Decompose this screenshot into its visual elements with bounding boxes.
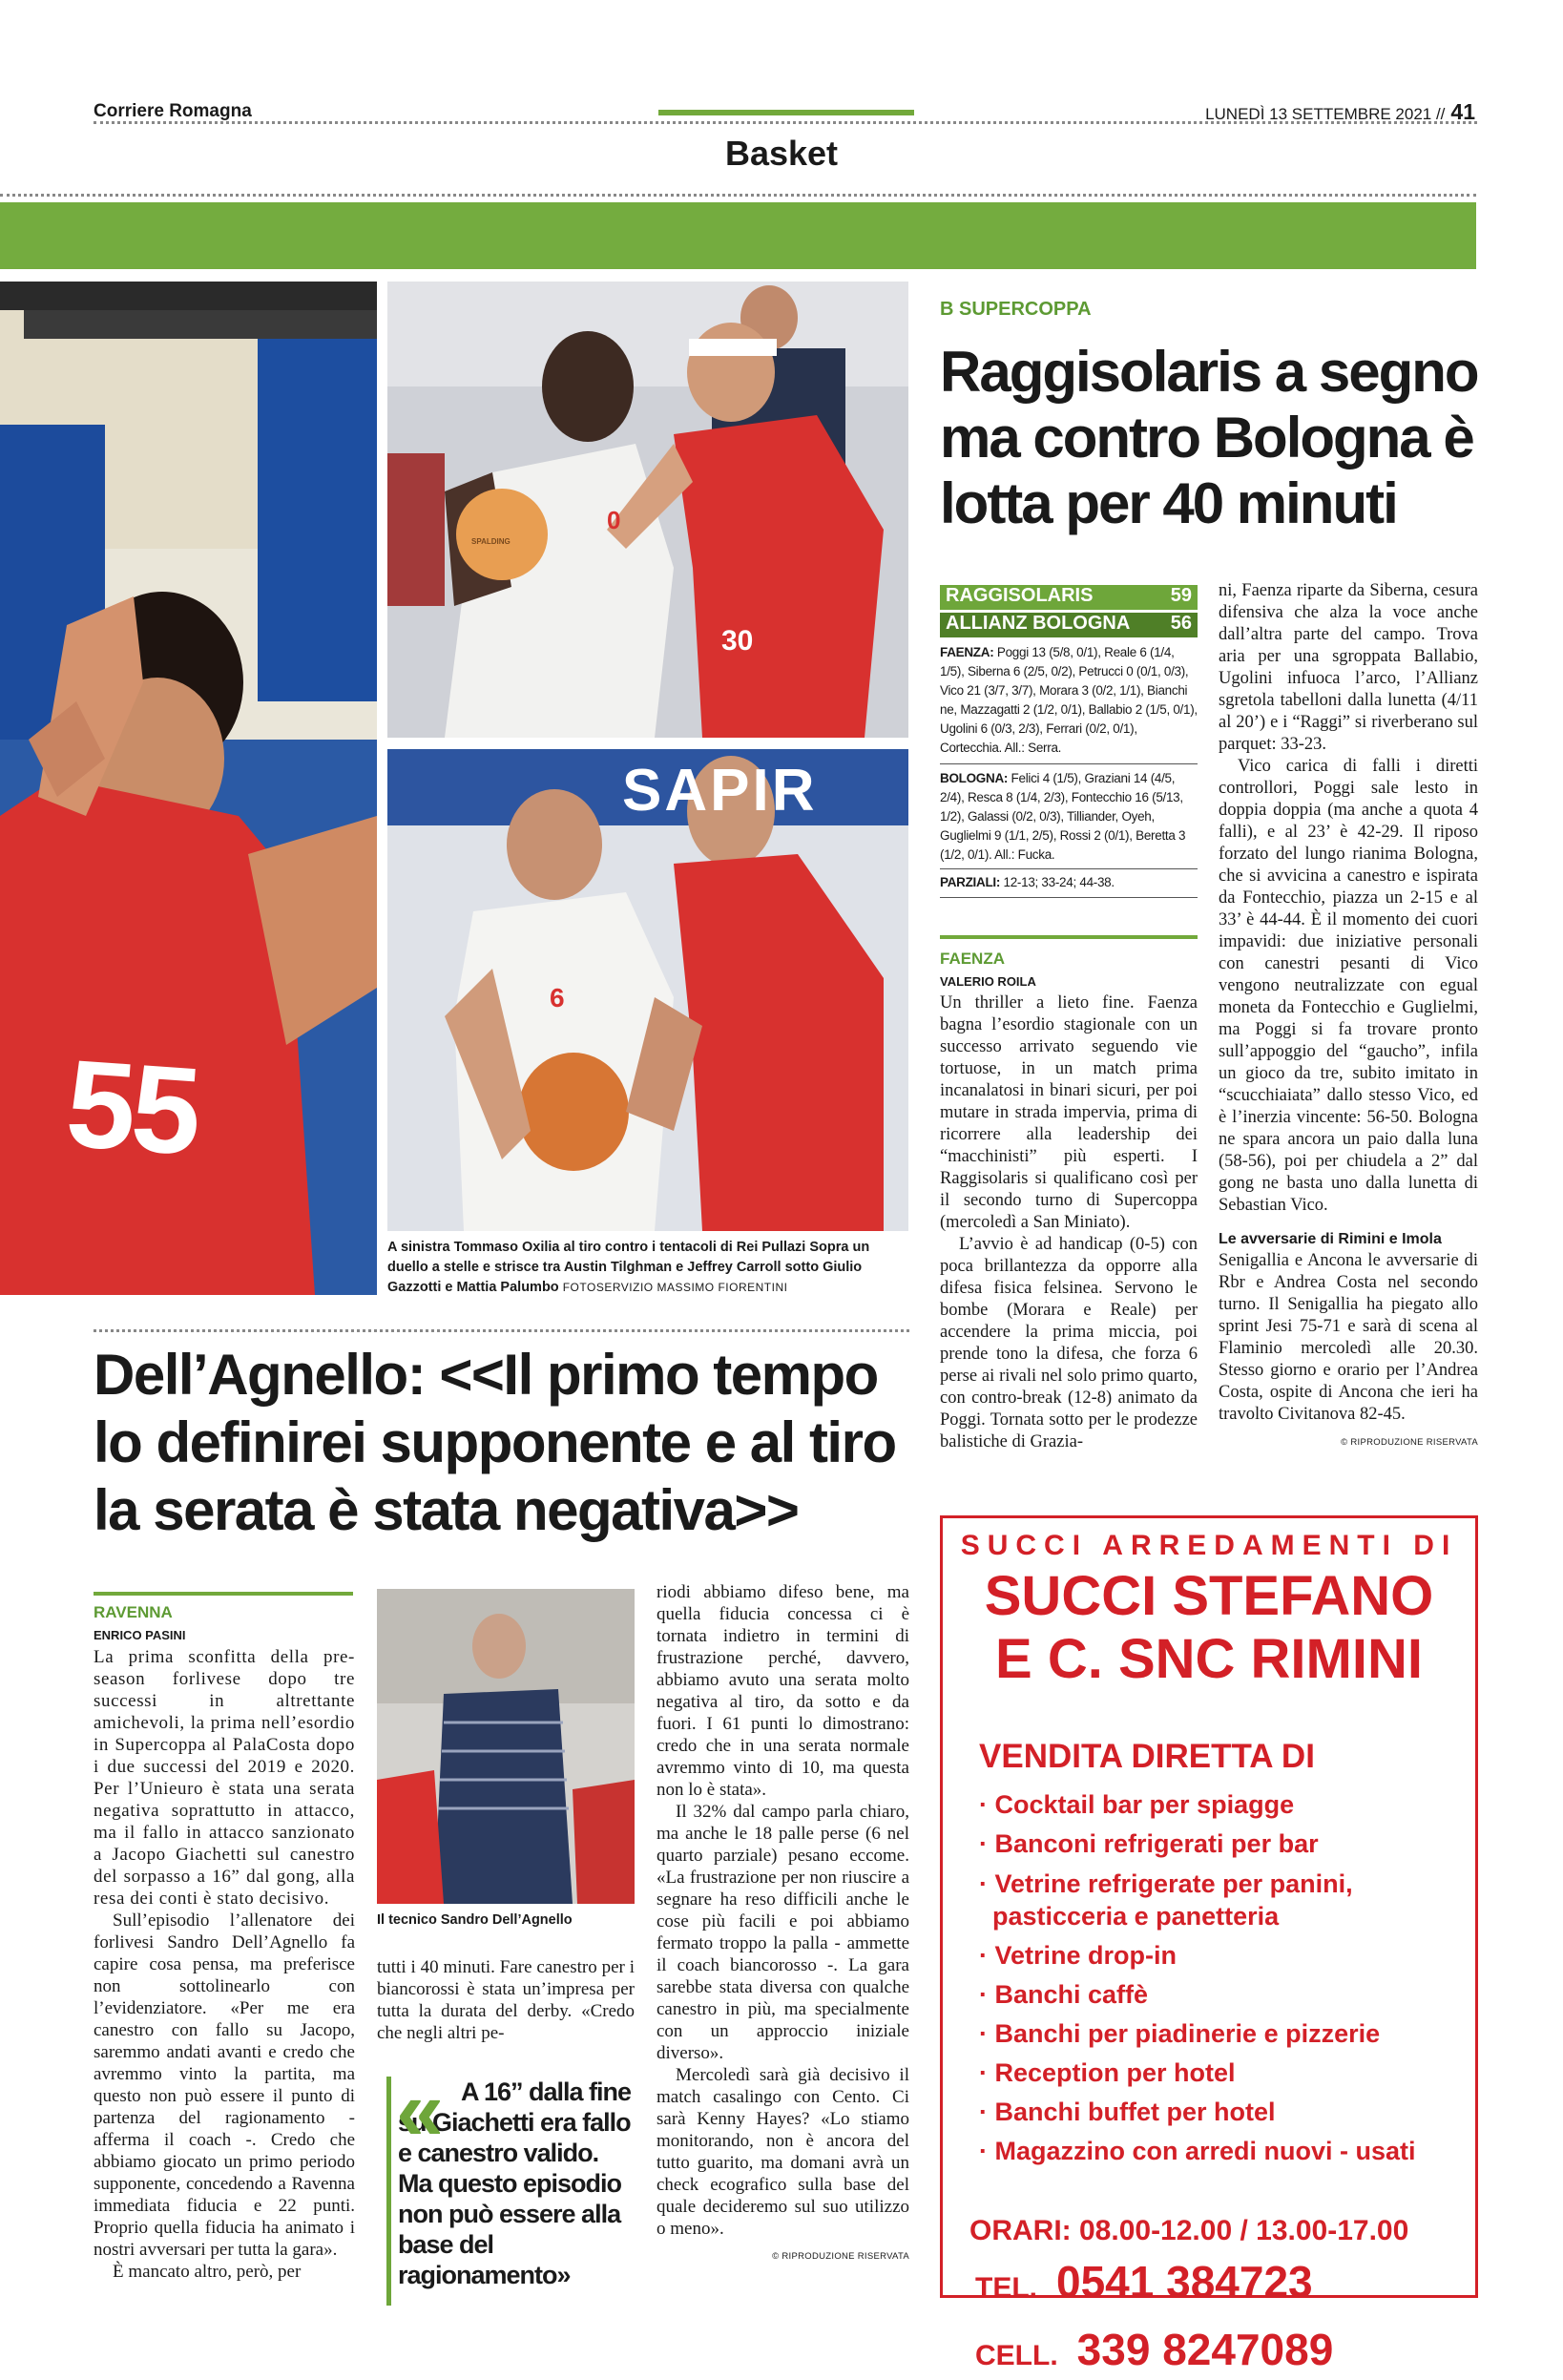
- ad-item: · Reception per hotel: [979, 2058, 1236, 2087]
- article1-p4: Vico carica di falli i diretti controllori, Poggi sale lesto in doppia doppia (ma anche a quota 4 falli), e al 23’ è 42-29. Il riposo forzato del lungo rianima Bologna, che si avvicina a canestro e ispirata da Fontecchio, piazza un 2-15 e al 33’ è 44-44. È il momento dei cuori impavidi: due iniziative personali con canestri pesanti di Vico vengono neutralizzate con egual moneta da Fontecchio e Guglielmi, ma Poggi si fa trovare pronto sull’appoggio del “gaucho”, infila un gioco da tre, subito imitato in “scucchiaiata” dallo stesso Vico, ed è l’inerzia vincente: 56-50. Bologna ne spara ancora un paio dalla luna (58-56), poi per chiudela a 2” dal gong ne basta uno dalla lunetta di Sebastian Vico.: [1219, 757, 1478, 1215]
- article1-headline: Raggisolaris a segno ma contro Bologna è lotta per 40 minuti: [940, 340, 1478, 535]
- ad-items: [979, 1785, 1475, 2171]
- photo-oxilia: [0, 282, 377, 1295]
- ad-line1: SUCCI ARREDAMENTI DI: [960, 1530, 1458, 1561]
- article1-p2: L’avvio è ad handicap (0-5) con poca brillantezza da opporre alla difesa fisica felsinea. Servono le bombe (Morara e Reale) per accendere la prima miccia, poi prende tono la difesa, che forza 6 perse ai rivali nel solo primo quarto, con contro-break (12-8) animato da Poggi. Tornata sotto per le prodezze balistiche di Grazia-: [940, 1235, 1198, 1451]
- article1-kicker: B SUPERCOPPA: [940, 299, 1092, 320]
- score-bologna: ALLIANZ BOLOGNA 56: [940, 613, 1198, 637]
- article2-p5: riodi abbiamo difeso bene, ma quella fiducia concessa ci è tornata indietro in termini di frustrazione perché, davvero, abbiamo avuto una serata molto negativa al tiro, da sotto e da fuori. I 61 punti lo dimostrano: credo che in una serata normale avremmo vinto di 10, ma questa non lo è stata».: [656, 1582, 909, 1800]
- jersey-number-six: 6: [550, 983, 565, 1013]
- dateline-bar-2: [94, 1592, 353, 1596]
- article2-col2: [377, 1956, 635, 2044]
- article1-author: VALERIO ROILA: [940, 974, 1036, 989]
- section-title: Basket: [724, 134, 839, 173]
- arena-sponsor-sign: SAPIR: [622, 758, 818, 824]
- article2-headline: Dell’Agnello: <<Il primo tempo lo definirei supponente e al tiro la serata è stata negativa>>: [94, 1343, 896, 1542]
- jersey-number-left: 55: [62, 1033, 202, 1181]
- article2-p7: Mercoledì sarà già decisivo il match casalingo con Cento. Ci sarà Kenny Hayes? «Lo stiamo monitorando, non è ancora del tutto guarito, ma domani avrà un check ecografico sulla base del quale decideremo sul suo utilizzo o meno».: [656, 2065, 909, 2239]
- jersey-number-red: 30: [721, 625, 754, 657]
- tab-bologna: BOLOGNA: Felici 4 (1/5), Graziani 14 (4/5, 2/4), Resca 8 (1/4, 2/3), Fontecchio 16 (5/13, 1/2), Galassi (0/2, 0/3), Tilliander, Oyeh, Guglielmi 9 (1/1, 2/5), Rossi 2 (0/1), Beretta 3 (1/2, 0/1). All.: Fucka.: [940, 771, 1186, 862]
- ad-mobile: CELL. 339 8247089: [975, 2325, 1334, 2374]
- dateline-bar: [940, 935, 1198, 939]
- advertisement: [940, 1515, 1478, 2374]
- jersey-number-white: 0: [607, 506, 621, 534]
- article2-p6: Il 32% dal campo parla chiaro, ma anche le 18 palle perse (6 nel quarto parziale) pesano eccome. «La frustrazione per non riuscire a segnare ha reso difficili anche le cose più facili e poi abbiamo fermato troppo la palla - ammette il coach biancorosso -. La gara sarebbe stata diversa con qualche canestro in più, ma specialmente con un approccio iniziale diverso».: [656, 1802, 909, 2063]
- header-rule: [94, 121, 1477, 124]
- quote-text: A 16” dalla fine su Giachetti era fallo e canestro valido. Ma questo episodio non può essere alla base del ragionamento»: [398, 2077, 632, 2289]
- header-accent-bar: [658, 110, 914, 115]
- article2-copyright: © RIPRODUZIONE RISERVATA: [772, 2251, 909, 2262]
- page-number: 41: [1450, 99, 1475, 124]
- article2-p2: Sull’episodio l’allenatore dei forlivesi Sandro Dell’Agnello fa capire cosa pensa, ma preferisce non sottolinearlo con l’evidenziatore. «Per me era canestro con fallo su Jacopo, saremmo andati avanti e credo che avremmo vinto la partita, ma questo non può essere il punto di partenza del ragionamento - afferma il coach -. Credo che abbiamo giocato un primo periodo supponente, concedendo a Ravenna immediata fiducia e 22 punti. Proprio quella fiducia ha animato i nostri avversari per tutta la gara».: [94, 1910, 355, 2260]
- page-date: LUNEDÌ 13 SETTEMBRE 2021 // 41: [1205, 99, 1475, 124]
- ad-line4: VENDITA DIRETTA DI: [979, 1738, 1315, 1775]
- green-band: [0, 202, 1476, 269]
- ad-phone: TEL. 0541 384723: [975, 2257, 1313, 2307]
- article2-col3: [656, 1581, 909, 2267]
- ad-item: · Cocktail bar per spiagge: [979, 1790, 1295, 1819]
- article1-p5: Senigallia e Ancona le avversarie di Rbr e Andrea Costa nel secondo turno. Il Senigallia ha piegato allo sprint Jesi 75-71 e sarà di scena al Flaminio mercoledì alle 20.30. Stesso giorno e orario per l’Andrea Costa, ospite di Ancona che ieri ha travolto Civitanova 82-45.: [1219, 1251, 1478, 1424]
- article2-author: ENRICO PASINI: [94, 1628, 186, 1642]
- ball-brand: SPALDING: [471, 537, 511, 546]
- score-raggisolaris: RAGGISOLARIS 59: [940, 585, 1198, 610]
- tab-faenza: FAENZA: Poggi 13 (5/8, 0/1), Reale 6 (1/4, 1/5), Siberna 6 (2/5, 0/2), Petrucci 0 (0/1, 0/3), Vico 21 (3/7, 3/7), Morara 3 (0/2, 1/1), Bianchi ne, Mazzagatti 2 (1/2, 0/1), Ballabio 2 (1/5, 0/1), Ugolini 6 (0/3, 2/3), Ferrari (0/2, 0/1), Cortecchia. All.: Serra.: [940, 645, 1198, 755]
- ad-line3: E C. SNC RIMINI: [995, 1628, 1423, 1690]
- ad-hours: ORARI: 08.00-12.00 / 13.00-17.00: [969, 2215, 1409, 2246]
- photo-dellagnello-caption: Il tecnico Sandro Dell’Agnello: [377, 1912, 573, 1928]
- article2-p1: La prima sconfitta della pre-season forlivese dopo tre successi in altrettante amichevoli, la prima nell’esordio in Supercoppa al PalaCosta dopo i due successi del 2019 e 2020. Per l’Unieuro è stata una serata negativa soprattutto in attacco, ma il fallo in attacco sanzionato a Jacopo Giachetti sul canestro del sorpasso a 16” dal gong, alla resa dei conti è stato decisivo.: [94, 1647, 355, 1909]
- article2-col1: [94, 1603, 355, 2283]
- section-rule: [0, 194, 1476, 197]
- ad-item: · Banconi refrigerati per bar: [979, 1829, 1319, 1858]
- article1-subhead: Le avversarie di Rimini e Imola: [1219, 1231, 1442, 1247]
- tab-rule-2: [940, 868, 1198, 869]
- article1-col2: [1219, 580, 1478, 1453]
- tab-rule-3: [940, 897, 1198, 898]
- ad-item: · Vetrine drop-in: [979, 1941, 1177, 1970]
- quote-bar: [386, 2077, 391, 2306]
- photo-caption: A sinistra Tommaso Oxilia al tiro contro i tentacoli di Rei Pullazi Sopra un duello a stelle e strisce tra Austin Tilghman e Jeffrey Carroll sotto Giulio Gazzotti e Mattia Palumbo FOTOSERVIZIO MASSIMO FIORENTINI: [387, 1240, 870, 1295]
- article1-col1: [940, 950, 1198, 1453]
- article2-quote: [386, 2063, 635, 2290]
- tab-rule: [940, 763, 1198, 764]
- quote-mark-icon: «: [396, 2063, 445, 2159]
- ad-item: · Banchi caffè: [979, 1980, 1149, 2009]
- photo-gazzotti-palumbo: [387, 749, 908, 1231]
- article2-rule: [94, 1329, 909, 1332]
- article1-p3: ni, Faenza riparte da Siberna, cesura difensiva che alza la voce anche dall’altra parte del campo. Trova aria per una sgroppata Ballabio, Ugolini infuoca l’arco, l’Allianz sgretola tabelloni dalla lunetta (4/11 al 20’) e i “Raggi” si riverberano sul parquet: 33-23.: [1219, 581, 1478, 754]
- ad-item: · Banchi buffet per hotel: [979, 2098, 1276, 2126]
- article2-dateline: RAVENNA: [94, 1603, 173, 1621]
- article1-dateline: FAENZA: [940, 950, 1005, 968]
- article2-p3: È mancato altro, però, per: [113, 2262, 302, 2282]
- photo-tilghman-carroll: [387, 282, 908, 738]
- article1-p1: Un thriller a lieto fine. Faenza bagna l’esordio stagionale con un successo arrivato seguendo vie tortuose, in un match prima incanalatosi in binari sicuri, per poi mutare in strada impervia, prima di ricorrere alla leadership dei “macchinisti” più esperti. I Raggisolaris si qualificano così per il secondo turno di Supercoppa (mercoledì a San Miniato).: [940, 993, 1198, 1232]
- ad-item: · Vetrine refrigerate per panini, pasticceria e panetteria: [979, 1869, 1353, 1931]
- ad-item: · Magazzino con arredi nuovi - usati: [979, 2137, 1416, 2165]
- ad-item: · Banchi per piadinerie e pizzerie: [979, 2019, 1381, 2048]
- ad-line2: SUCCI STEFANO: [984, 1565, 1434, 1627]
- article2-p4: tutti i 40 minuti. Fare canestro per i biancorossi è stata un’impresa per tutta la durata del derby. «Credo che negli altri pe-: [377, 1957, 635, 2043]
- publication-name: Corriere Romagna: [94, 101, 252, 121]
- tab-parziali: PARZIALI: 12-13; 33-24; 44-38.: [940, 875, 1115, 889]
- article1-copyright: © RIPRODUZIONE RISERVATA: [1341, 1437, 1478, 1448]
- photo-dellagnello: [377, 1589, 635, 1904]
